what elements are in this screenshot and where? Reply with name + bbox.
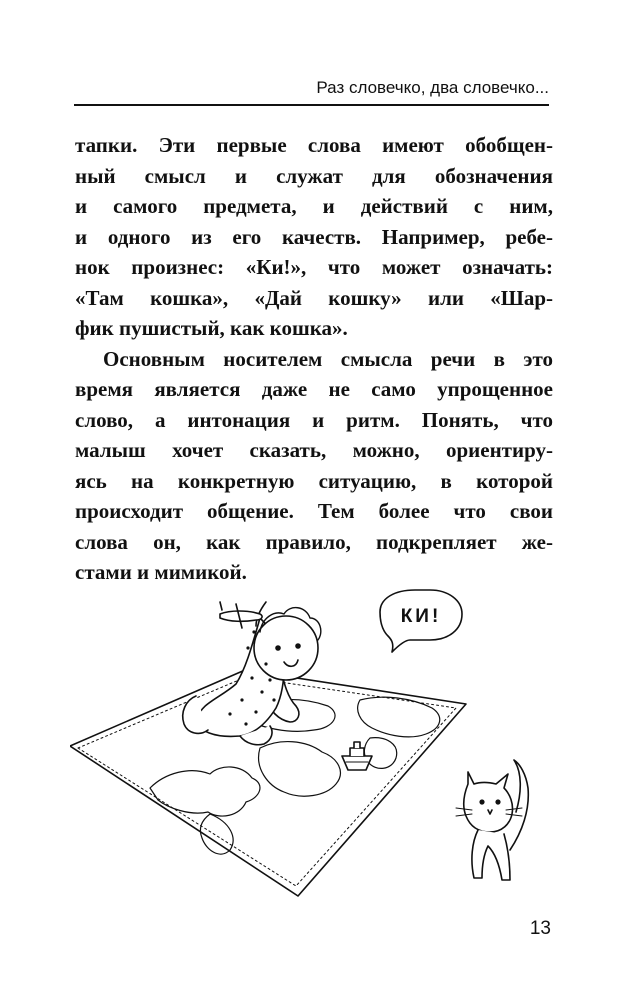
text-line: малыш хочет сказать, можно, ориентиру-	[75, 438, 553, 462]
text-line: тапки. Эти первые слова имеют обобщен-	[75, 133, 553, 157]
kitten	[456, 760, 528, 880]
paragraph-1	[75, 130, 553, 344]
text-line: «Там кошка», «Дай кошку» или «Шар-	[75, 285, 553, 310]
illustration	[70, 588, 550, 900]
text-line: слова он, как правило, подкрепляет же-	[75, 529, 553, 554]
text-line: происходит общение. Тем более что свои	[75, 499, 553, 523]
text-line: нок произнес: «Ки!», что может означать:	[75, 255, 553, 279]
page-number: 13	[529, 918, 551, 939]
text-line: время является даже не само упрощенное	[75, 377, 553, 401]
text-line: ный смысл и служат для обозначения	[75, 163, 553, 188]
paragraph-2	[75, 344, 553, 588]
text-line: и одного из его качеств. Например, ребе-	[75, 224, 553, 249]
speech-bubble-text: КИ!	[400, 606, 442, 627]
text-line: фик пушистый, как кошка».	[75, 316, 348, 340]
text-line: ясь на конкретную ситуацию, в которой	[75, 468, 553, 493]
text-line: и самого предмета, и действий с ним,	[75, 194, 553, 218]
text-line: слово, а интонация и ритм. Понять, что	[75, 407, 553, 432]
running-head: Раз словечко, два словечко...	[316, 78, 549, 97]
body-text	[75, 130, 553, 588]
text-line: стами и мимикой.	[75, 560, 247, 584]
header-rule	[74, 104, 549, 106]
text-line: Основным носителем смысла речи в это	[103, 346, 553, 371]
